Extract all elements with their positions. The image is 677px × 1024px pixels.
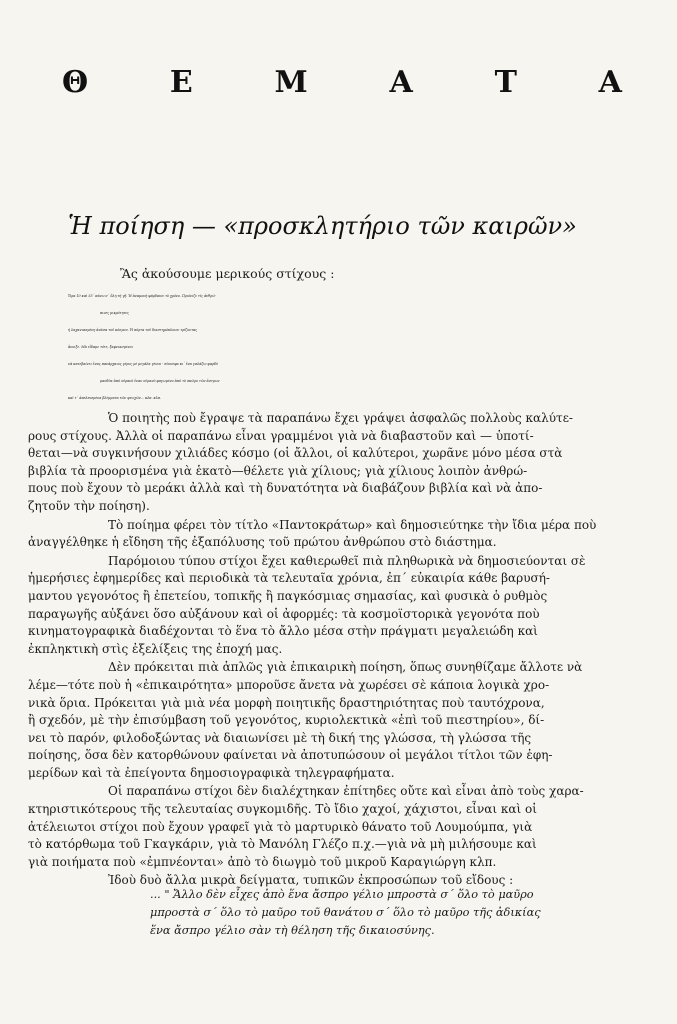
body-paragraph [28, 783, 634, 871]
poem-line: Ὥρα 10 καὶ 55΄ πάνω σ΄ ὅλη τὴ γῆ. Ἡ ἀναμονὴ φάρδαινε τὸ χρόνο. Πριόνιζε τὶς ἀνθρώ- [68, 294, 216, 298]
masthead-letter: Τ [494, 64, 517, 100]
body-line: ρους στίχους. Ἀλλὰ οἱ παραπάνω εἶναι γραμμένοι γιὰ νὰ διαβαστοῦν καὶ — ὑποτί- [28, 428, 534, 443]
masthead-letter: Ε [169, 64, 193, 100]
body-line: γιὰ ποιήματα ποὺ «ἐμπνέονται» ἀπὸ τὸ διωγμὸ τοῦ μικροῦ Καραγιώργη κλπ. [28, 854, 497, 869]
poem-line: νὰ κατεβαίνει ἕνας πανάρχαιος γέρος μὲ μεγάλα γένια - σύννεφα κι΄ ἕνα γαλάζιο φαρδὺ [68, 362, 219, 366]
body-line: Τὸ ποίημα φέρει τὸν τίτλο «Παντοκράτωρ» καὶ δημοσιεύτηκε τὴν ἴδια μέρα ποὺ [108, 517, 597, 532]
body-paragraph [28, 517, 634, 552]
body-paragraph [28, 410, 634, 516]
body-line: Ἰδοὺ δυὸ ἄλλα μικρὰ δείγματα, τυπικῶν ἐκπροσώπων τοῦ εἴδους : [108, 873, 514, 888]
body-line: κινηματογραφικὰ διαδέχονται τὸ ἕνα τὸ ἄλλο μέσα στὴν πράγματι μεγαλειώδη καὶ [28, 624, 538, 639]
body-line: λέμε—τότε ποὺ ἡ «ἐπικαιρότητα» μποροῦσε ἄνετα νὰ χωρέσει σὲ κάποια λογικὰ χρο- [28, 677, 550, 692]
body-line: παραγωγῆς αὐξάνει ὅσο αὐξάνουν καὶ οἱ ἀφορμές: τὰ κοσμοϊστορικὰ γεγονότα ποὺ [28, 606, 540, 621]
body-paragraph [28, 659, 634, 782]
body-line: Οἱ παραπάνω στίχοι δὲν διαλέχτηκαν ἐπίτηδες οὔτε καὶ εἶναι ἀπὸ τοὺς χαρα- [108, 784, 584, 799]
section-masthead [62, 60, 622, 104]
body-line: ἐκπληκτικὴ στὶς ἐξελίξεις της ἐποχή μας. [28, 641, 283, 656]
article-body [28, 410, 634, 891]
body-paragraph [28, 553, 634, 659]
excerpt-line: ἕνα ἄσπρο γέλιο σὰν τὴ θέληση τῆς δικαιοσύνης. [150, 924, 435, 937]
body-line: ἀτέλειωτοι στίχοι ποὺ ἔχουν γραφεῖ γιὰ τὸ μαρτυρικὸ θάνατο τοῦ Λουμούμπα, γιὰ [28, 819, 533, 834]
body-line: κτηριστικότερους τῆς τελευταίας συγκομιδῆς. Τὸ ἴδιο χαχοί, χάχιστοι, εἶναι καὶ οἱ [28, 802, 537, 817]
poem-line: ἡ λαχανιασμένη ἀνάσα τοῦ κόσμου. Ἡ πόρτα τοῦ διαστημόπλοιου τρίζοντας [68, 328, 198, 332]
poem-line: ἄνοιξε. Μὰ εἴδαμε τότε, ξαφνιασμένοι [68, 345, 133, 349]
masthead-letter: Α [598, 64, 622, 100]
masthead-letter: Μ [274, 64, 308, 100]
body-line: τὸ κατόρθωμα τοῦ Γκαγκάριν, γιὰ τὸ Μανόλη Γλέζο π.χ.—γιὰ νὰ μὴ μιλήσουμε καὶ [28, 837, 537, 852]
body-line: νει τὸ παρόν, φιλοδοξώντας νὰ διαιωνίσει μὲ τὴ δική της γλώσσα, τὴ γλώσσα τῆς [28, 730, 532, 745]
article-title: Ἡ ποίηση — «προσκλητήριο τῶν καιρῶν» [68, 212, 577, 240]
body-line: μερίδων καὶ τὰ ἐπείγοντα δημοσιογραφικὰ τηλεγραφήματα. [28, 765, 395, 780]
masthead-letter: Θ [62, 64, 89, 100]
body-line: Δὲν πρόκειται πιὰ ἁπλῶς γιὰ ἐπικαιρικὴ ποίηση, ὅπως συνηθίζαμε ἄλλοτε νὰ [108, 660, 583, 675]
body-line: ἢ σχεδόν, μὲ τὴν ἐπισύμβαση τοῦ γεγονότος, κυριολεκτικὰ «ἐπὶ τοῦ πιεστηρίου», δί- [28, 713, 545, 728]
quoted-excerpt [150, 886, 630, 940]
body-line: ἀναγγέλθηκε ἡ εἴδηση τῆς ἐξαπόλυσης τοῦ πρώτου ἀνθρώπου στὸ διάστημα. [28, 535, 497, 550]
body-line: ἡμερήσιες ἐφημερίδες καὶ περιοδικὰ τὰ τελευταῖα χρόνια, ἐπ΄ εὐκαιρία κάθε βαρυσή- [28, 571, 550, 586]
body-line: μαντου γεγονότος ἢ ἐπετείου, τοπικῆς ἢ παγκόσμιας σημασίας, καὶ φυσικὰ ὁ ρυθμὸς [28, 588, 548, 603]
quoted-poem [68, 288, 648, 407]
body-line: Παρόμοιου τύπου στίχοι ἔχει καθιερωθεῖ πιὰ πληθωρικὰ νὰ δημοσιεύονται σὲ [108, 553, 586, 568]
body-line: θεται—νὰ συγκινήσουν χιλιάδες κόσμο (οἱ ἄλλοι, οἱ καλύτεροι, χωρᾶνε μόνο μέσα στὰ [28, 446, 563, 461]
intro-line: Ἂς ἀκούσουμε μερικούς στίχους : [120, 266, 335, 281]
body-line: ζητοῦν τὴν ποίηση). [28, 498, 150, 513]
poem-line: μανδύα ἀπὸ οὐρανὸ ἕναν οὐρανὸ φαγωμένο ἀπὸ τὸ σκῶρο τῶν ἄστρων [100, 379, 220, 383]
body-line: ποίησης, ὅσα δὲν κατορθώνουν φαίνεται νὰ ἀποτυπώσουν οἱ μεγάλοι τίτλοι τῶν ἐφη- [28, 748, 553, 763]
excerpt-line: μπροστὰ σ΄ ὅλο τὸ μαῦρο τοῦ θανάτου σ΄ ὅλο τὸ μαῦρο τῆς ἀδικίας [150, 906, 541, 919]
poem-line: πινες μικρότητες [100, 311, 129, 315]
body-line: βιβλία τὰ προορισμένα γιὰ ἑκατὸ—θέλετε γιὰ χίλιους; γιὰ χίλιους λοιπὸν ἀνθρώ- [28, 463, 528, 478]
body-line: νικὰ ὅρια. Πρόκειται γιὰ μιὰ νέα μορφὴ ποιητικῆς δραστηριότητας ποὺ ταυτόχρονα, [28, 695, 545, 710]
masthead-letter: Α [389, 64, 413, 100]
body-line: πους ποὺ ἔχουν τὸ μεράκι ἀλλὰ καὶ τὴ δυνατότητα νὰ διαβάζουν βιβλία καὶ νὰ ἀπο- [28, 481, 543, 496]
body-line: Ὁ ποιητὴς ποὺ ἔγραψε τὰ παραπάνω ἔχει γράψει ἀσφαλῶς πολλοὺς καλύτε- [108, 411, 573, 425]
excerpt-line: ... " Ἄλλο δὲν εἶχες ἀπὸ ἕνα ἄσπρο γέλιο μπροστὰ σ΄ ὅλο τὸ μαῦρο [150, 888, 534, 901]
poem-line: καὶ τ΄ ἀπελπισμένα βλέμματα τῶν φτωχῶν... κλπ. κλπ. [68, 396, 162, 400]
